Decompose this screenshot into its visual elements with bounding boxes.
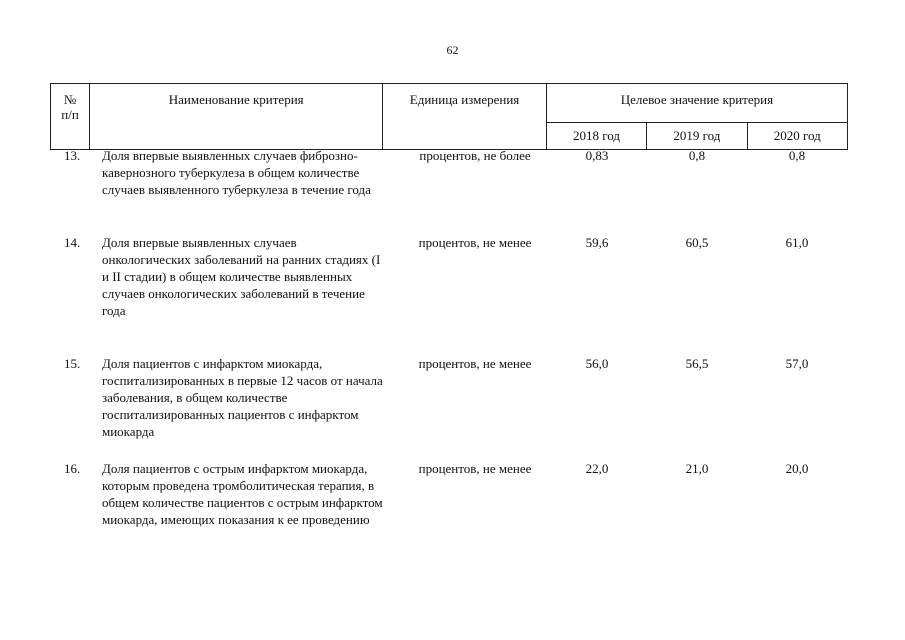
header-year-2019: 2019 год <box>647 123 747 150</box>
row-criterion-name: Доля пациентов с инфарктом миокарда, госпитализированных в первые 12 часов от начала заболевания, в общем количестве госпитализированных пациентов с инфарктом миокарда <box>102 356 383 439</box>
row-criterion-name: Доля впервые выявленных случаев фиброзно-кавернозного туберкулеза в общем количестве случаев выявленного туберкулеза в течение года <box>102 148 371 197</box>
row-value-2020: 61,0 <box>785 235 809 250</box>
row-value-2020: 57,0 <box>785 356 809 371</box>
row-value-2018: 22,0 <box>585 461 609 476</box>
page-number: 62 <box>446 43 459 57</box>
header-unit <box>383 84 547 150</box>
header-target-value-label: Целевое значение критерия <box>620 92 774 107</box>
row-number: 14. <box>64 235 81 250</box>
row-unit: процентов, не более <box>419 148 531 163</box>
row-unit: процентов, не менее <box>418 235 532 250</box>
header-year-2018: 2018 год <box>546 123 646 150</box>
criteria-table-header <box>50 83 848 150</box>
row-value-2018: 0,83 <box>585 148 609 163</box>
row-value-2020: 0,8 <box>788 148 806 163</box>
row-criterion-name: Доля впервые выявленных случаев онкологических заболеваний на ранних стадиях (I и II стадии) в общем количестве выявленных случаев онкологических заболеваний в течение года <box>102 235 381 318</box>
row-value-2019: 60,5 <box>685 235 709 250</box>
header-target-value <box>546 84 847 123</box>
row-number: 13. <box>64 148 81 163</box>
row-value-2019: 21,0 <box>685 461 709 476</box>
row-value-2018: 56,0 <box>585 356 609 371</box>
header-year-2020: 2020 год <box>747 123 847 150</box>
row-number: 16. <box>64 461 81 476</box>
header-unit-label: Единица измерения <box>409 92 520 107</box>
row-unit: процентов, не менее <box>418 461 532 476</box>
row-value-2020: 20,0 <box>785 461 809 476</box>
header-number-label: № п/п <box>61 92 79 122</box>
row-value-2018: 59,6 <box>585 235 609 250</box>
header-criterion-name-label: Наименование критерия <box>168 92 304 107</box>
header-number <box>51 84 90 150</box>
row-value-2019: 56,5 <box>685 356 709 371</box>
row-criterion-name: Доля пациентов с острым инфарктом миокарда, которым проведена тромболитическая терапия, в общем количестве пациентов с острым инфарктом миокарда, имеющих показания к ее проведению <box>102 461 383 527</box>
row-number: 15. <box>64 356 81 371</box>
row-unit: процентов, не менее <box>418 356 532 371</box>
header-criterion-name <box>90 84 383 150</box>
row-value-2019: 0,8 <box>688 148 706 163</box>
